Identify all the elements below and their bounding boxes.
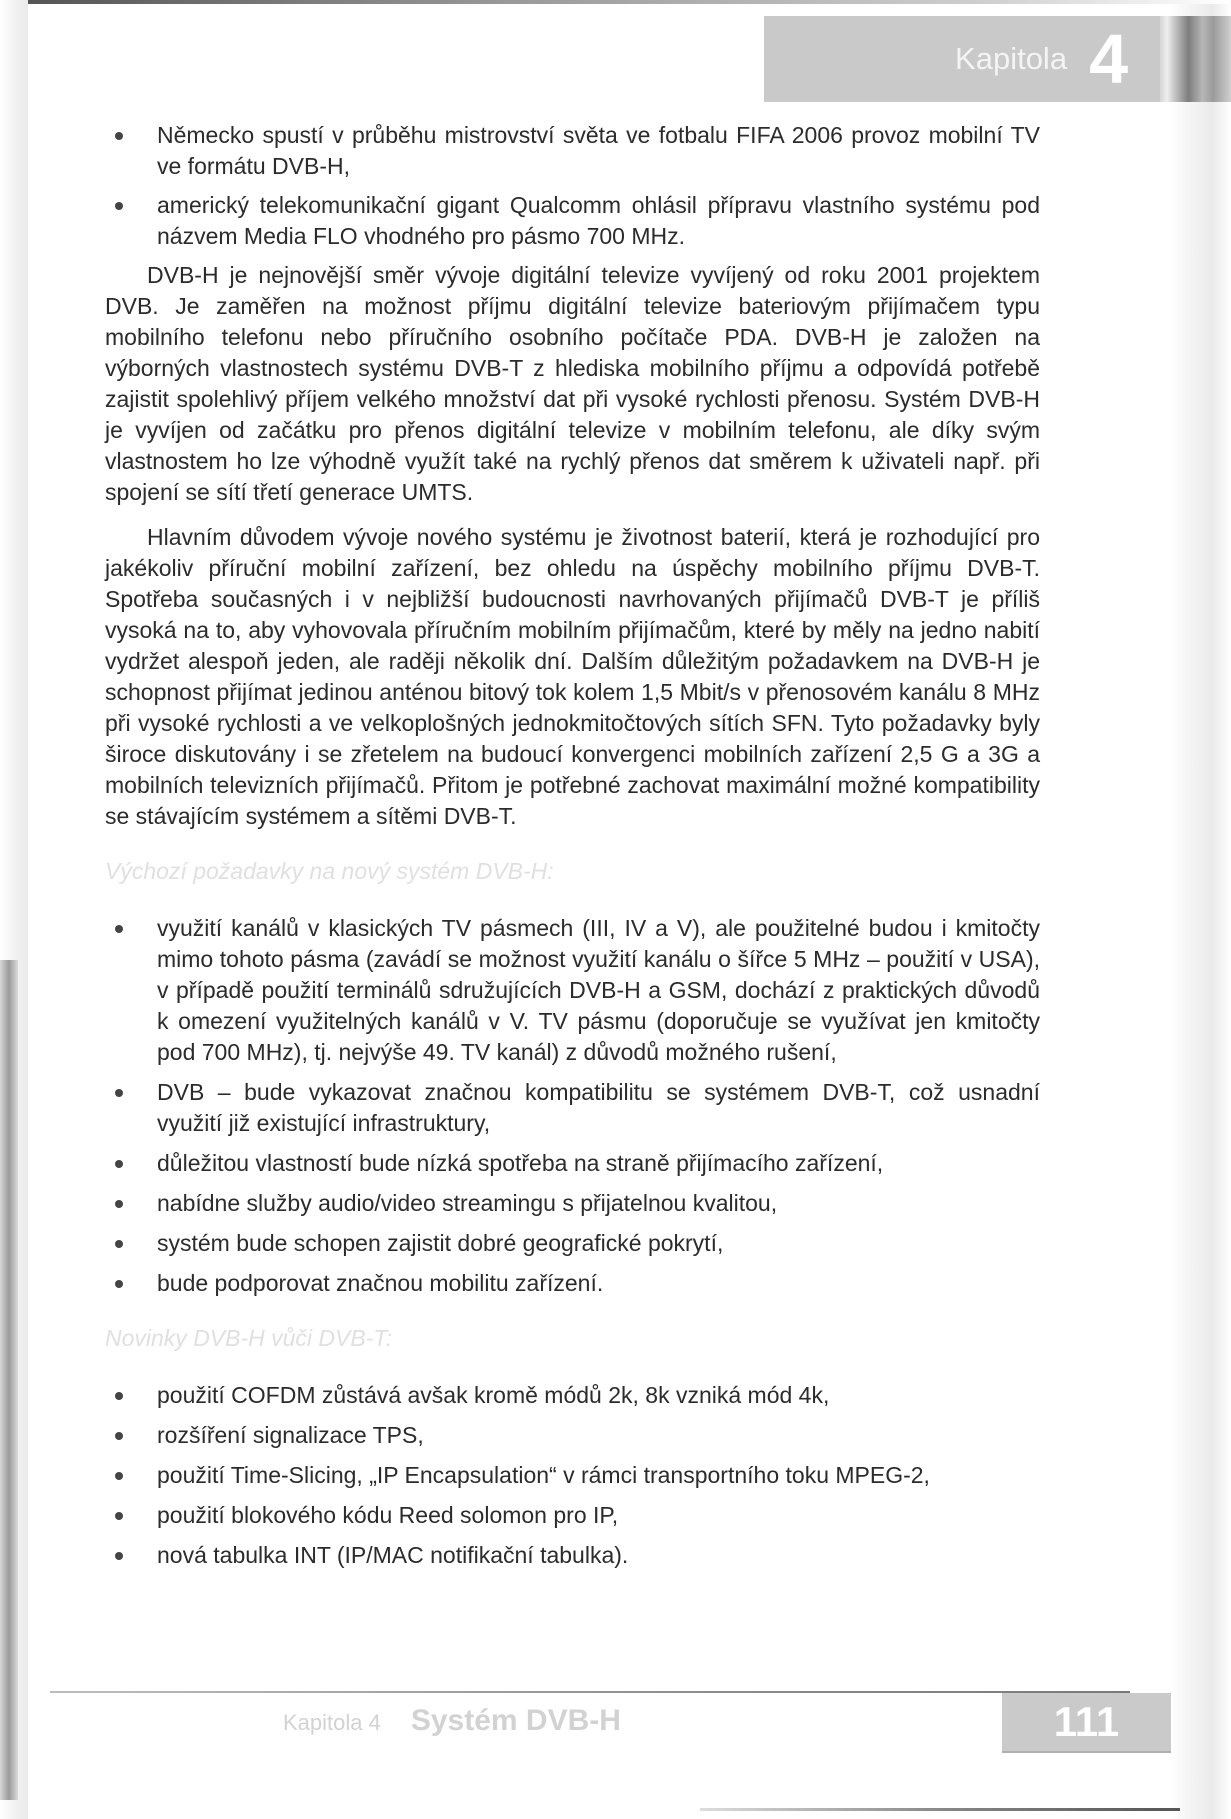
list-item bbox=[105, 1460, 1040, 1491]
footer-rule bbox=[50, 1691, 1130, 1693]
page-content bbox=[105, 120, 1040, 1580]
list-item bbox=[105, 1188, 1040, 1219]
list-item bbox=[105, 1148, 1040, 1179]
chapter-tab-number: 4 bbox=[1089, 20, 1128, 98]
bullet-icon bbox=[115, 1240, 123, 1248]
list-item-text: využití kanálů v klasických TV pásmech (III, IV a V), ale použitelné budou i kmitočty mimo tohoto pásma (zavádí se možnost využití kanálu o šířce 5 MHz – použití v USA), v případě použití terminálů sdružujících DVB-H a GSM, dochází z praktických důvodů k omezení využitelných kanálů v V. TV pásmu (doporučuje se využívat jen kmitočty pod 700 MHz), tj. nejvýše 49. TV kanál) z důvodů možného rušení, bbox=[157, 915, 1040, 1065]
bullet-icon bbox=[115, 1472, 123, 1480]
page-number: 111 bbox=[1002, 1693, 1171, 1753]
bullet-icon bbox=[115, 1280, 123, 1288]
list-item bbox=[105, 1420, 1040, 1451]
requirements-list bbox=[105, 913, 1040, 1299]
list-item-text: Německo spustí v průběhu mistrovství světa ve fotbalu FIFA 2006 provoz mobilní TV ve formátu DVB-H, bbox=[157, 122, 1040, 179]
list-item bbox=[105, 1077, 1040, 1139]
bullet-icon bbox=[115, 1200, 123, 1208]
list-item bbox=[105, 120, 1040, 182]
bullet-icon bbox=[115, 1552, 123, 1560]
list-item-text: nová tabulka INT (IP/MAC notifikační tabulka). bbox=[157, 1542, 629, 1568]
page-binding-shadow bbox=[0, 960, 18, 1800]
bullet-icon bbox=[115, 1512, 123, 1520]
list-item bbox=[105, 1540, 1040, 1571]
bullet-icon bbox=[115, 1432, 123, 1440]
bullet-icon bbox=[115, 1160, 123, 1168]
list-item bbox=[105, 913, 1040, 1068]
paragraph-dvbh-intro: DVB-H je nejnovější směr vývoje digitální televize vyvíjený od roku 2001 projektem DVB. Je zaměřen na možnost příjmu digitální televize bateriovým přijímačem typu mobilního telefonu nebo příručního osobního počítače PDA. DVB-H je založen na výborných vlastnostech systému DVB-T z hlediska mobilního příjmu a odpovídá potřebě zajistit spolehlivý příjem velkého množství dat při vysoké rychlosti přenosu. Systém DVB-H je vyvíjen od začátku pro přenos digitální televize v mobilním telefonu, ale díky svým vlastnostem ho lze výhodně využít také na rychlý přenos dat směrem k uživateli např. při spojení se sítí třetí generace UMTS. bbox=[105, 262, 1040, 505]
paragraph-battery-life: Hlavním důvodem vývoje nového systému je životnost baterií, která je rozhodující pro jakékoliv příruční mobilní zařízení, bez ohledu na úspěchy mobilního příjmu DVB-T. Spotřeba současných i v nejbližší budoucnosti navrhovaných přijímačů DVB-T je příliš vysoká na to, aby vyhovovala příručním mobilním přijímačům, které by měly na jedno nabití vydržet alespoň jeden, ale raději několik dní. Dalším důležitým požadavkem na DVB-H je schopnost přijímat jedinou anténou bitový tok kolem 1,5 Mbit/s v přenosovém kanálu 8 MHz při vysoké rychlosti a ve velkoplošných jednokmitočtových sítích SFN. Tyto požadavky byly široce diskutovány i se zřetelem na budoucí konvergenci mobilních zařízení 2,5 G a 3G a mobilních televizních přijímačů. Přitom je potřebné zachovat maximální možné kompatibility se stávajícím systémem a sítěmi DVB-T. bbox=[105, 524, 1040, 829]
list-item bbox=[105, 1228, 1040, 1259]
list-item-text: použití COFDM zůstává avšak kromě módů 2k, 8k vzniká mód 4k, bbox=[157, 1382, 830, 1408]
list-item-text: americký telekomunikační gigant Qualcomm ohlásil přípravu vlastního systému pod názvem Media FLO vhodného pro pásmo 700 MHz. bbox=[157, 192, 1040, 249]
footer-title: Systém DVB-H bbox=[410, 1704, 621, 1737]
list-item bbox=[105, 1500, 1040, 1531]
news-list bbox=[105, 1380, 1040, 1571]
section-heading-requirements: Výchozí požadavky na nový systém DVB-H: bbox=[105, 858, 554, 884]
list-item-text: důležitou vlastností bude nízká spotřeba na straně přijímacího zařízení, bbox=[157, 1150, 884, 1176]
list-item-text: DVB – bude vykazovat značnou kompatibilitu se systémem DVB-T, což usnadní využití již existující infrastruktury, bbox=[157, 1079, 1040, 1136]
running-footer bbox=[283, 1704, 621, 1738]
list-item-text: bude podporovat značnou mobilitu zařízení. bbox=[157, 1270, 604, 1296]
list-item bbox=[105, 1380, 1040, 1411]
list-item bbox=[105, 190, 1040, 252]
bullet-icon bbox=[115, 202, 123, 210]
list-item-text: použití Time-Slicing, „IP Encapsulation“ v rámci transportního toku MPEG-2, bbox=[157, 1462, 930, 1488]
list-item-text: nabídne služby audio/video streamingu s přijatelnou kvalitou, bbox=[157, 1190, 778, 1216]
list-item-text: použití blokového kódu Reed solomon pro IP, bbox=[157, 1502, 619, 1528]
chapter-tab-edge-stripes bbox=[1160, 16, 1231, 102]
list-item bbox=[105, 1268, 1040, 1299]
list-item-text: rozšíření signalizace TPS, bbox=[157, 1422, 424, 1448]
bullet-icon bbox=[115, 132, 123, 140]
bullet-icon bbox=[115, 925, 123, 933]
chapter-tab bbox=[764, 16, 1170, 102]
bullet-icon bbox=[115, 1392, 123, 1400]
footer-chapter: Kapitola 4 bbox=[283, 1710, 381, 1735]
list-item-text: systém bude schopen zajistit dobré geografické pokrytí, bbox=[157, 1230, 724, 1256]
section-heading-news: Novinky DVB-H vůči DVB-T: bbox=[105, 1325, 393, 1351]
chapter-tab-label: Kapitola bbox=[955, 41, 1068, 76]
bullet-icon bbox=[115, 1089, 123, 1097]
intro-bullet-list bbox=[105, 120, 1040, 252]
bottom-edge-rule bbox=[700, 1808, 1180, 1811]
page-right-edge bbox=[1169, 0, 1231, 1819]
top-rule bbox=[28, 0, 1228, 4]
